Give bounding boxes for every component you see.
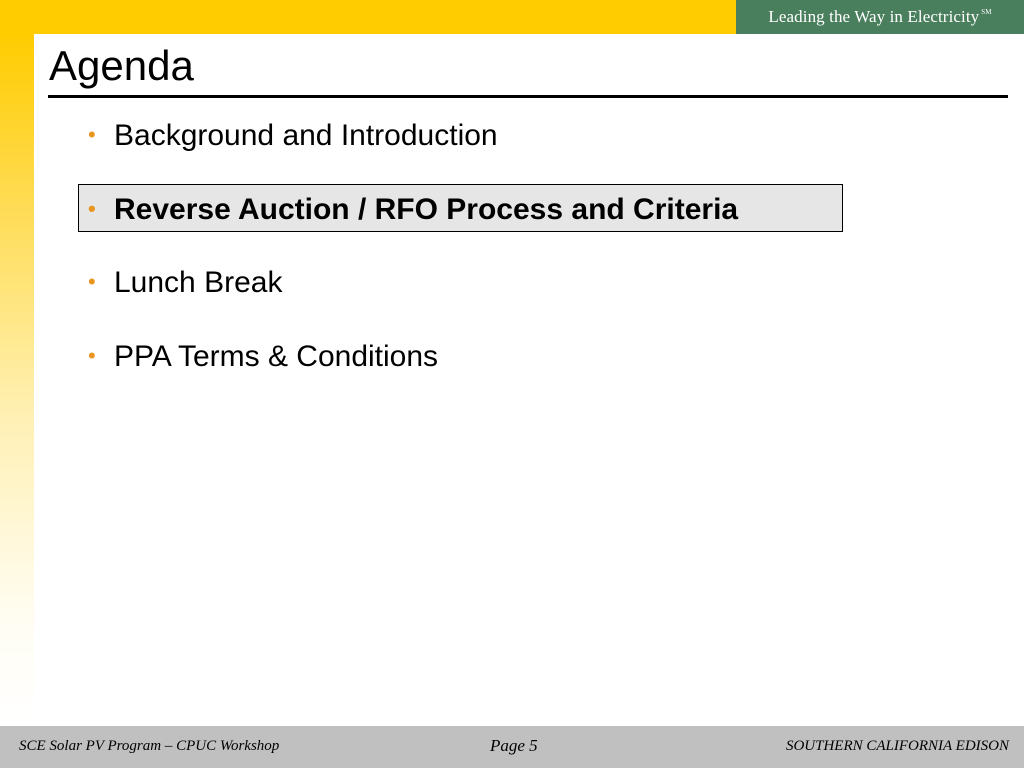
tagline-label: Leading the Way in Electricity — [768, 7, 980, 26]
agenda-item-current — [88, 191, 738, 228]
tagline-banner — [736, 0, 1024, 34]
bullet-icon: • — [88, 269, 96, 294]
agenda-item — [88, 117, 498, 154]
service-mark: SM — [981, 8, 992, 16]
footer-program-title: SCE Solar PV Program – CPUC Workshop — [19, 738, 280, 754]
bullet-icon: • — [88, 122, 96, 147]
bullet-icon: • — [88, 343, 96, 368]
agenda-item-label: Reverse Auction / RFO Process and Criteria — [114, 193, 739, 226]
agenda-item — [88, 264, 282, 301]
bullet-icon: • — [88, 196, 96, 221]
agenda-item-label: Background and Introduction — [114, 119, 498, 152]
slide-title: Agenda — [49, 42, 194, 89]
footer-company-name: SOUTHERN CALIFORNIA EDISON — [785, 738, 1009, 754]
tagline-text — [768, 7, 991, 27]
agenda-item-label: PPA Terms & Conditions — [114, 340, 439, 373]
title-underline — [48, 95, 1008, 98]
page-number: Page 5 — [490, 736, 538, 755]
agenda-item — [88, 338, 438, 375]
left-accent-band — [0, 34, 34, 726]
slide-footer — [0, 726, 1024, 768]
agenda-item-label: Lunch Break — [114, 266, 283, 299]
